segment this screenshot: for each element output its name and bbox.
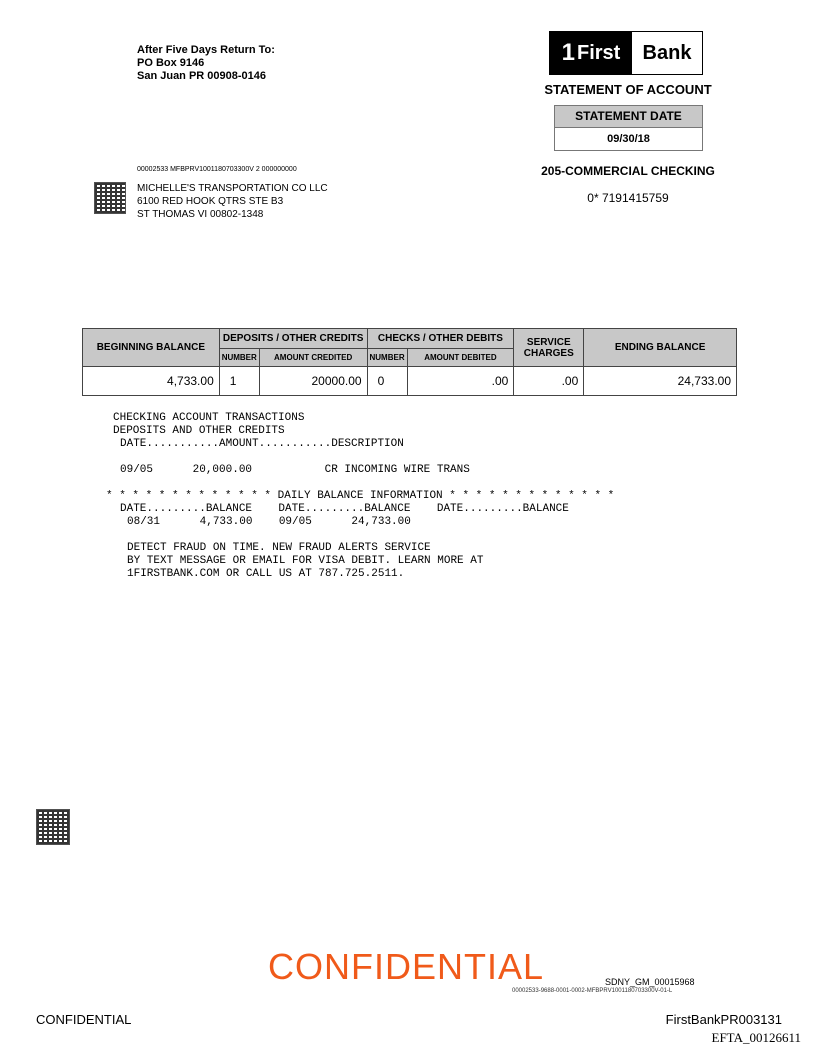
daily-balance-row: 08/31 4,733.00 09/05 24,733.00: [127, 516, 411, 528]
notice-line: DETECT FRAUD ON TIME. NEW FRAUD ALERTS SERVICE: [127, 542, 431, 554]
return-address-line: San Juan PR 00908-0146: [137, 70, 267, 82]
return-address-line: After Five Days Return To:: [137, 44, 275, 56]
header-ending-balance: ENDING BALANCE: [584, 329, 737, 367]
header-checks: CHECKS / OTHER DEBITS: [367, 329, 514, 349]
value-checks-number: 0: [367, 367, 407, 396]
header-service-charges: SERVICE CHARGES: [514, 329, 584, 367]
table-row: [83, 367, 737, 396]
mailing-city: ST THOMAS VI 00802-1348: [137, 209, 264, 220]
notice-line: BY TEXT MESSAGE OR EMAIL FOR VISA DEBIT. LEARN MORE AT: [127, 555, 484, 567]
mailing-code: 00002533 MFBPRV1001180703300V 2 000000000: [137, 166, 297, 173]
sdny-bates-number: SDNY_GM_00015968: [605, 977, 695, 987]
mailing-name: MICHELLE'S TRANSPORTATION CO LLC: [137, 183, 328, 194]
2d-barcode-icon: [94, 182, 126, 214]
bank-bates-number: FirstBankPR003131: [665, 1012, 782, 1027]
confidential-label: CONFIDENTIAL: [36, 1012, 132, 1027]
value-beginning-balance: 4,733.00: [83, 367, 220, 396]
daily-balance-header: * * * * * * * * * * * * * DAILY BALANCE INFORMATION * * * * * * * * * * * * *: [106, 490, 615, 502]
2d-barcode-icon: [36, 809, 70, 845]
value-ending-balance: 24,733.00: [584, 367, 737, 396]
value-service-charges: .00: [514, 367, 584, 396]
header-deposits-number: NUMBER: [219, 349, 259, 367]
header-beginning-balance: BEGINNING BALANCE: [83, 329, 220, 367]
logo-number: 1: [561, 39, 575, 66]
statement-title: STATEMENT OF ACCOUNT: [544, 82, 712, 97]
value-deposits-number: 1: [219, 367, 259, 396]
statement-date-value: 09/30/18: [607, 133, 650, 145]
account-type: 205-COMMERCIAL CHECKING: [541, 164, 715, 178]
header-amount-credited: AMOUNT CREDITED: [259, 349, 367, 367]
efta-number: EFTA_00126611: [711, 1030, 801, 1045]
transactions-subsection-title: DEPOSITS AND OTHER CREDITS: [113, 425, 285, 437]
header-amount-debited: AMOUNT DEBITED: [407, 349, 514, 367]
value-amount-debited: .00: [407, 367, 514, 396]
transaction-row: 09/05 20,000.00 CR INCOMING WIRE TRANS: [120, 464, 470, 476]
bank-logo: [549, 31, 703, 75]
transactions-section-title: CHECKING ACCOUNT TRANSACTIONS: [113, 412, 305, 424]
account-number: 0* 7191415759: [587, 191, 669, 205]
header-checks-number: NUMBER: [367, 349, 407, 367]
logo-left-text: First: [577, 41, 621, 64]
statement-date-box: [554, 105, 703, 151]
mailing-street: 6100 RED HOOK QTRS STE B3: [137, 196, 284, 207]
confidential-stamp: CONFIDENTIAL: [268, 946, 545, 987]
logo-dark-panel: [550, 32, 632, 74]
transactions-column-header: DATE...........AMOUNT...........DESCRIPTION: [120, 438, 404, 450]
value-amount-credited: 20000.00: [259, 367, 367, 396]
notice-line: 1FIRSTBANK.COM OR CALL US AT 787.725.2511.: [127, 568, 405, 580]
document-tracking-code: 00002533-9688-0001-0002-MFBPRV1001180703300V-01-L: [512, 988, 673, 994]
return-address: [137, 44, 275, 83]
mailing-address: [137, 182, 328, 221]
logo-right-text: Bank: [642, 41, 692, 64]
daily-balance-columns: DATE.........BALANCE DATE.........BALANCE DATE.........BALANCE: [120, 503, 569, 515]
statement-date-label: STATEMENT DATE: [555, 106, 702, 128]
header-deposits: DEPOSITS / OTHER CREDITS: [219, 329, 367, 349]
return-address-line: PO Box 9146: [137, 57, 205, 69]
account-summary-table: [82, 328, 737, 396]
